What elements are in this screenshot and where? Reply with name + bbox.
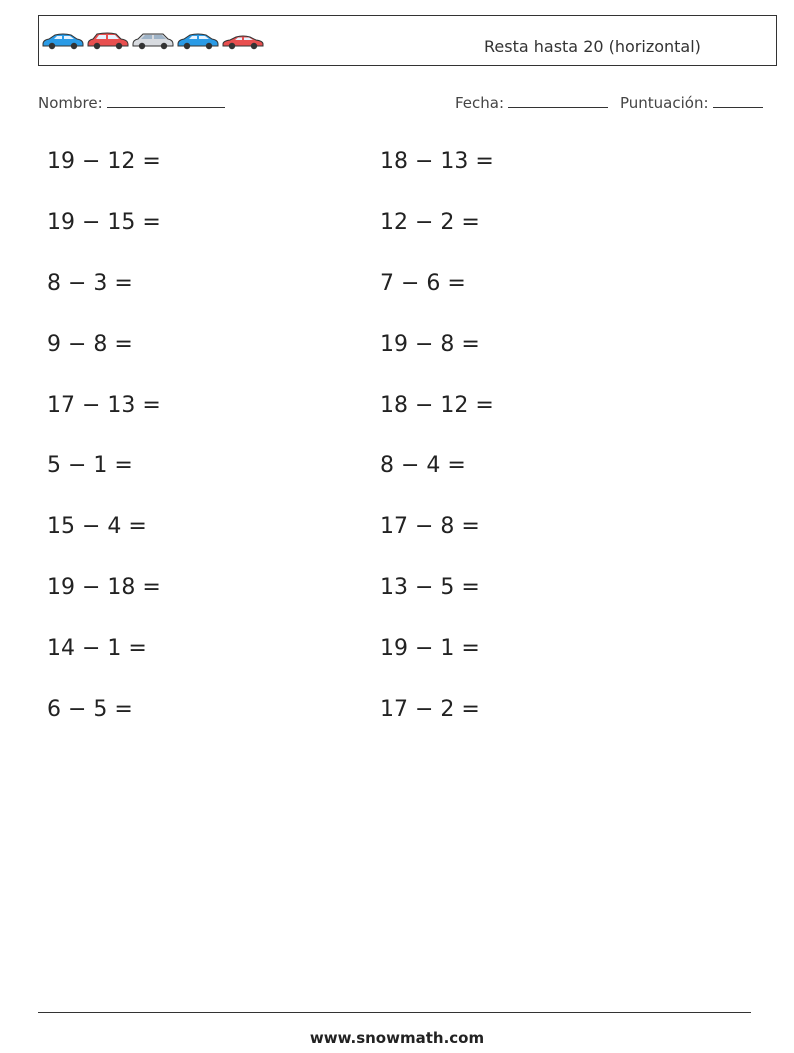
header-box [38,15,777,66]
car-icon [176,32,220,50]
problem-right: 19 − 1 = [380,636,480,661]
name-field [38,93,225,112]
worksheet-title: Resta hasta 20 (horizontal) [484,37,701,56]
problem-right: 19 − 8 = [380,332,480,357]
date-field [455,93,608,112]
problem-left: 5 − 1 = [47,453,133,478]
problem-left: 19 − 18 = [47,575,161,600]
date-blank-line[interactable] [508,93,608,108]
car-icon [86,32,130,50]
car-icon [221,32,265,50]
footer-divider [38,1012,751,1013]
problem-left: 19 − 12 = [47,149,161,174]
problem-left: 17 − 13 = [47,393,161,418]
problem-left: 14 − 1 = [47,636,147,661]
name-label: Nombre: [38,94,103,112]
car-icons [41,32,265,50]
problem-right: 8 − 4 = [380,453,466,478]
problem-right: 7 − 6 = [380,271,466,296]
problem-right: 12 − 2 = [380,210,480,235]
problem-left: 6 − 5 = [47,697,133,722]
car-icon [41,32,85,50]
problem-right: 18 − 13 = [380,149,494,174]
problem-right: 17 − 2 = [380,697,480,722]
footer-site-link[interactable]: www.snowmath.com [309,1029,485,1047]
problem-right: 17 − 8 = [380,514,480,539]
score-field [620,93,763,112]
date-label: Fecha: [455,94,505,112]
problem-left: 19 − 15 = [47,210,161,235]
score-label: Puntuación: [620,94,709,112]
problem-right: 18 − 12 = [380,393,494,418]
name-blank-line[interactable] [107,93,225,108]
problem-left: 9 − 8 = [47,332,133,357]
problem-left: 15 − 4 = [47,514,147,539]
car-icon [131,32,175,50]
score-blank-line[interactable] [713,93,763,108]
problem-left: 8 − 3 = [47,271,133,296]
problem-right: 13 − 5 = [380,575,480,600]
